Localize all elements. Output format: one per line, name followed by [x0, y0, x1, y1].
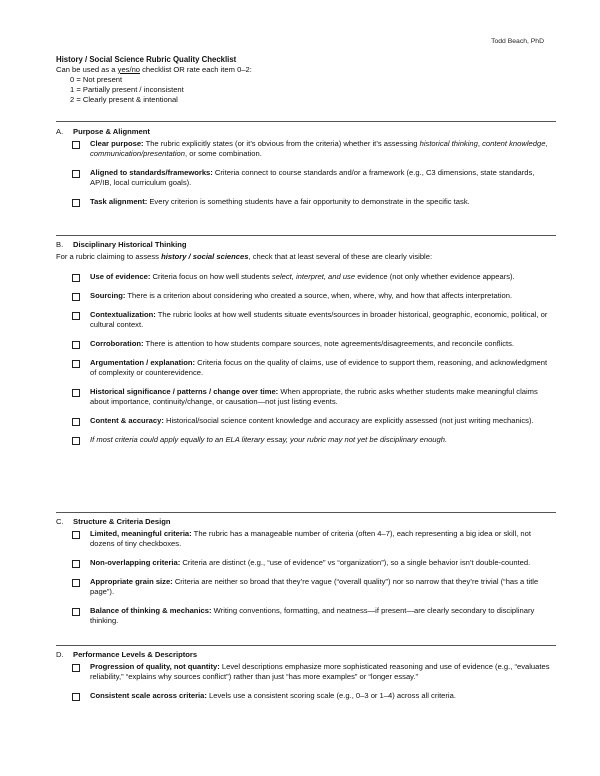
checklist-item: Consistent scale across criteria: Levels use a consistent scoring scale (e.g., 0–3 or 1–4) across all criteria. — [72, 691, 556, 701]
section-d — [56, 650, 556, 710]
section-divider — [56, 121, 556, 122]
checklist-item: Use of evidence: Criteria focus on how well students select, interpret, and use evidence (not only whether evidence appears). — [72, 272, 556, 282]
checklist-item: Content & accuracy: Historical/social science content knowledge and accuracy are explicitly assessed (not just writing mechanics). — [72, 416, 556, 426]
checkbox[interactable] — [72, 664, 80, 672]
checklist-item: Progression of quality, not quantity: Level descriptions emphasize more sophisticated reasoning and use of evidence (e.g., “evaluates reliability,” “explains why sources conflict”) rather than just “has more examples” or “longer essay.” — [72, 662, 556, 682]
scale-item: 2 = Clearly present & intentional — [70, 95, 178, 104]
checkbox[interactable] — [72, 608, 80, 616]
checklist-item: Contextualization: The rubric looks at how well students situate events/sources in broader historical, geographic, economic, political, or cultural context. — [72, 310, 556, 330]
checklist-item — [72, 435, 556, 445]
section-a — [56, 127, 556, 216]
section-divider — [56, 512, 556, 513]
checkbox[interactable] — [72, 170, 80, 178]
checklist-item: Sourcing: There is a criterion about considering who created a source, when, where, why, and how that affects interpretation. — [72, 291, 556, 301]
checkbox[interactable] — [72, 531, 80, 539]
checkbox[interactable] — [72, 693, 80, 701]
section-divider — [56, 645, 556, 646]
author-name: Todd Beach, PhD — [491, 38, 544, 45]
section-note: If most criteria could apply equally to an ELA literary essay, your rubric may not yet be disciplinary enough. — [90, 435, 448, 444]
checklist-item: Balance of thinking & mechanics: Writing conventions, formatting, and neatness—if present—are clearly secondary to disciplinary thinking. — [72, 606, 556, 626]
scale-item: 0 = Not present — [70, 75, 123, 84]
checkbox[interactable] — [72, 312, 80, 320]
document-header — [56, 55, 556, 105]
rating-scale — [70, 75, 556, 105]
section-b — [56, 240, 556, 454]
checkbox[interactable] — [72, 274, 80, 282]
checklist-item: Task alignment: Every criterion is something students have a fair opportunity to demonstrate in the specific task. — [72, 197, 556, 207]
checklist-item: Appropriate grain size: Criteria are neither so broad that they’re vague (“overall quality”) nor so narrow that they’re trivial (“has a title page”). — [72, 577, 556, 597]
checklist-item: Clear purpose: The rubric explicitly states (or it’s obvious from the criteria) whether it’s assessing historical thinking, content knowledge, communication/presentation, or some combination. — [72, 139, 556, 159]
checkbox[interactable] — [72, 418, 80, 426]
checklist-item: Non-overlapping criteria: Criteria are distinct (e.g., “use of evidence” vs “organization”), so a single behavior isn’t double-counted. — [72, 558, 556, 568]
section-c — [56, 517, 556, 635]
checkbox[interactable] — [72, 579, 80, 587]
checkbox[interactable] — [72, 437, 80, 445]
section-heading: B. Disciplinary Historical Thinking — [56, 240, 187, 249]
checklist-item: Argumentation / explanation: Criteria focus on the quality of claims, use of evidence to support them, reasoning, and acknowledgment of complexity or counterevidence. — [72, 358, 556, 378]
checkbox[interactable] — [72, 560, 80, 568]
checkbox[interactable] — [72, 141, 80, 149]
checkbox[interactable] — [72, 341, 80, 349]
section-heading: C. Structure & Criteria Design — [56, 517, 171, 526]
checkbox[interactable] — [72, 199, 80, 207]
page-title: History / Social Science Rubric Quality Checklist — [56, 55, 237, 64]
section-heading: D. Performance Levels & Descriptors — [56, 650, 198, 659]
scale-item: 1 = Partially present / inconsistent — [70, 85, 184, 94]
checklist-item: Historical significance / patterns / change over time: When appropriate, the rubric asks whether students make meaningful claims about importance, continuity/change, or causation—not just listing events. — [72, 387, 556, 407]
checklist-item: Limited, meaningful criteria: The rubric has a manageable number of criteria (often 4–7), each representing a big idea or skill, not dozens of tiny checkboxes. — [72, 529, 556, 549]
checklist-item: Aligned to standards/frameworks: Criteria connect to course standards and/or a framework (e.g., C3 dimensions, state standards, AP/IB, local curriculum goals). — [72, 168, 556, 188]
checkbox[interactable] — [72, 293, 80, 301]
section-heading: A. Purpose & Alignment — [56, 127, 150, 136]
checkbox[interactable] — [72, 360, 80, 368]
section-intro: For a rubric claiming to assess history / social sciences, check that at least several of these are clearly visible: — [56, 252, 433, 261]
section-divider — [56, 235, 556, 236]
usage-instructions: Can be used as a yes/no checklist OR rate each item 0–2: — [56, 65, 252, 74]
checkbox[interactable] — [72, 389, 80, 397]
checklist-item: Corroboration: There is attention to how students compare sources, note agreements/disagreements, and reconcile conflicts. — [72, 339, 556, 349]
